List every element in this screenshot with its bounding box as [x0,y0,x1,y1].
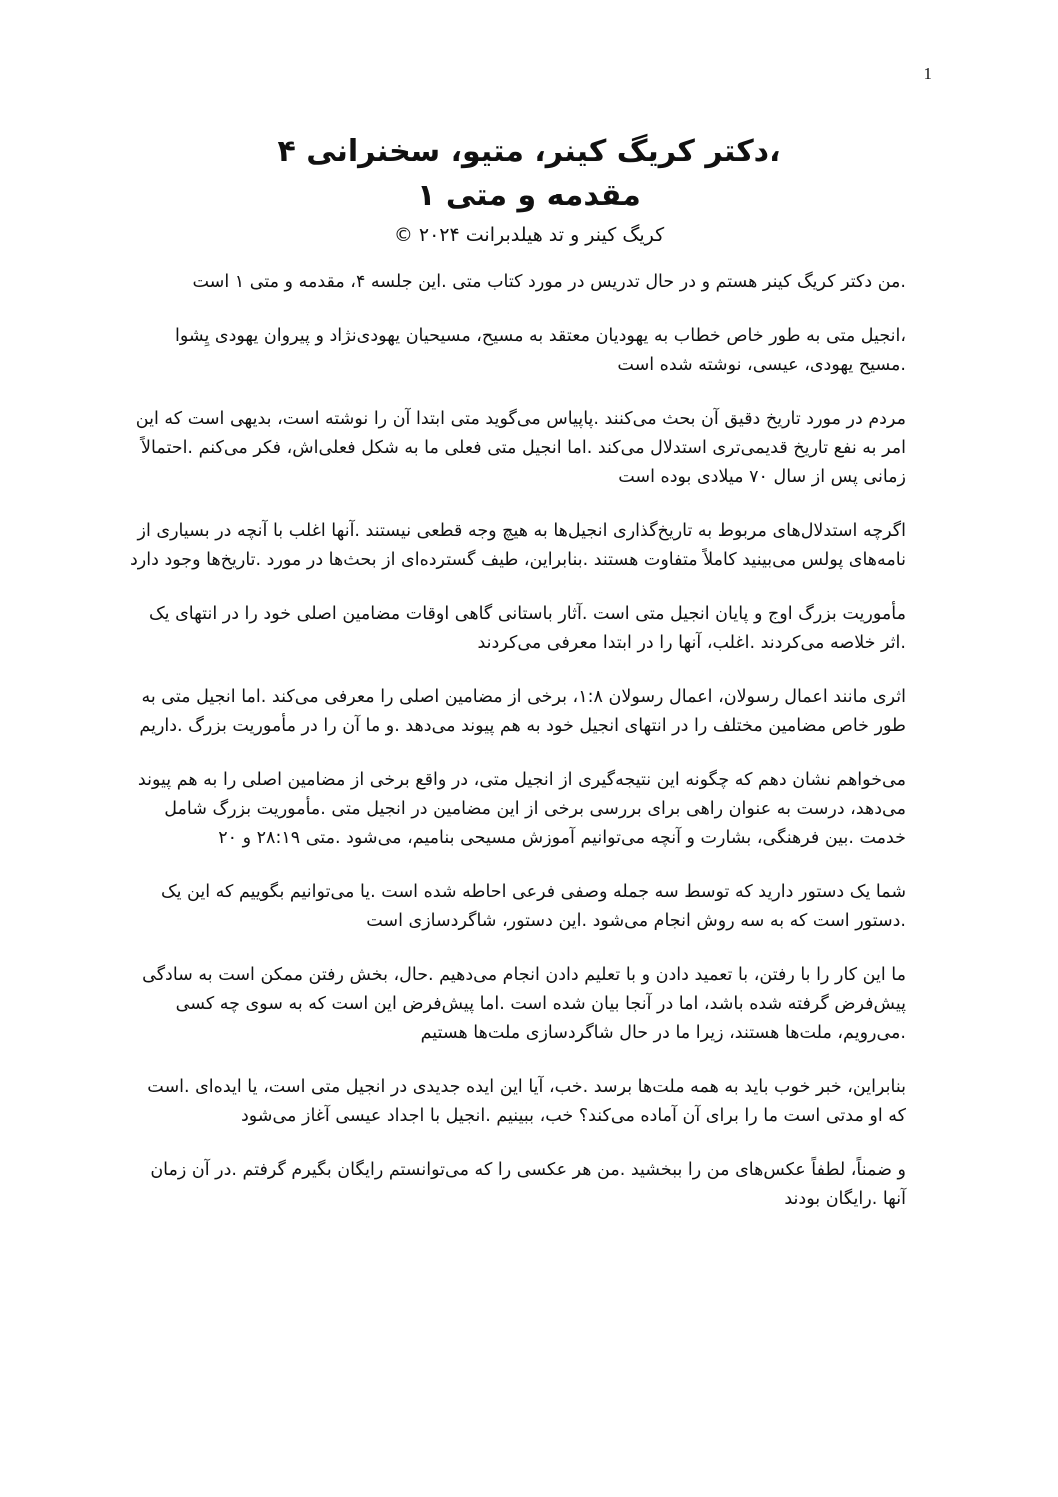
paragraph: و ضمناً، لطفاً عکس‌های من را ببخشید .من هر عکسی را که می‌توانستم رایگان بگیرم گرفتم .در آن زمان آنها .رایگان بودند [150,1160,906,1209]
paragraph: اگرچه استدلال‌های مربوط به تاریخ‌گذاری انجیل‌ها به هیچ وجه قطعی نیستند .آنها اغلب با آنچه در بسیاری از نامه‌های پولس می‌بینید کاملاً متفاوت هستند .بنابراین، طیف گسترده‌ای از بحث‌ها در مورد .تاریخ‌ها وجود دارد [130,521,906,570]
document-title-line-2: مقدمه و متی ۱ [417,178,641,213]
page-number: 1 [923,64,932,83]
paragraph: مردم در مورد تاریخ دقیق آن بحث می‌کنند .پاپیاس می‌گوید متی ابتدا آن را نوشته است، بدیهی است که این امر به نفع تاریخ قدیمی‌تری استدلال می‌کند .اما انجیل متی فعلی ما به شکل فعلی‌اش، فکر می‌کنم .احتمالاً زمانی پس از سال ۷۰ میلادی بوده است [135,409,906,487]
paragraph: بنابراین، خبر خوب باید به همه ملت‌ها برسد .خب، آیا این ایده جدیدی در انجیل متی است، یا ایده‌ای .است که او مدتی است ما را برای آن آماده می‌کند؟ خب، ببینیم .انجیل با اجداد عیسی آغاز می‌شود [147,1077,906,1126]
document-title-line-1: ،دکتر کریگ کینر، متیو، سخنرانی ۴ [277,134,781,169]
paragraph: اثری مانند اعمال رسولان، اعمال رسولان ۱:۸، برخی از مضامین اصلی را معرفی می‌کند .اما انجیل متی به طور خاص مضامین مختلف را در انتهای انجیل خود به هم پیوند می‌دهد .و ما آن را در مأموریت بزرگ .داریم [139,687,906,736]
paragraph: مأموریت بزرگ اوج و پایان انجیل متی است .آثار باستانی گاهی اوقات مضامین اصلی خود را در انتهای یک .اثر خلاصه می‌کردند .اغلب، آنها را در ابتدا معرفی می‌کردند [148,604,906,653]
copyright-line: کریگ کینر و تد هیلدبرانت ۲۰۲۴ © [393,224,665,246]
document-header [126,130,932,252]
paragraph: ما این کار را با رفتن، با تعمید دادن و با تعلیم دادن انجام می‌دهیم .حال، بخش رفتن ممکن است به سادگی پیش‌فرض گرفته شده باشد، اما در آنجا بیان شده است .اما پیش‌فرض این است که به سوی چه کسی .می‌رویم، ملت‌ها هستند، زیرا ما در حال شاگردسازی ملت‌ها هستیم [142,965,906,1043]
paragraph: ،انجیل متی به طور خاص خطاب به یهودیان معتقد به مسیح، مسیحیان یهودی‌نژاد و پیروان یهودی یِشوا .مسیح یهودی، عیسی، نوشته شده است [174,326,906,375]
paragraph: شما یک دستور دارید که توسط سه جمله وصفی فرعی احاطه شده است .یا می‌توانیم بگوییم که این یک .دستور است که به سه روش انجام می‌شود .این دستور، شاگردسازی است [160,882,906,931]
paragraph: .من دکتر کریگ کینر هستم و در حال تدریس در مورد کتاب متی .این جلسه ۴، مقدمه و متی ۱ است [192,272,906,292]
paragraph: می‌خواهم نشان دهم که چگونه این نتیجه‌گیری از انجیل متی، در واقع برخی از مضامین اصلی را به هم پیوند می‌دهد، درست به عنوان راهی برای بررسی برخی از این مضامین در انجیل متی .مأموریت بزرگ شامل خدمت .بین فرهنگی، بشارت و آنچه می‌توانیم آموزش مسیحی بنامیم، می‌شود .متی ۲۸:۱۹ و ۲۰ [137,770,906,848]
document-body [126,268,906,1239]
